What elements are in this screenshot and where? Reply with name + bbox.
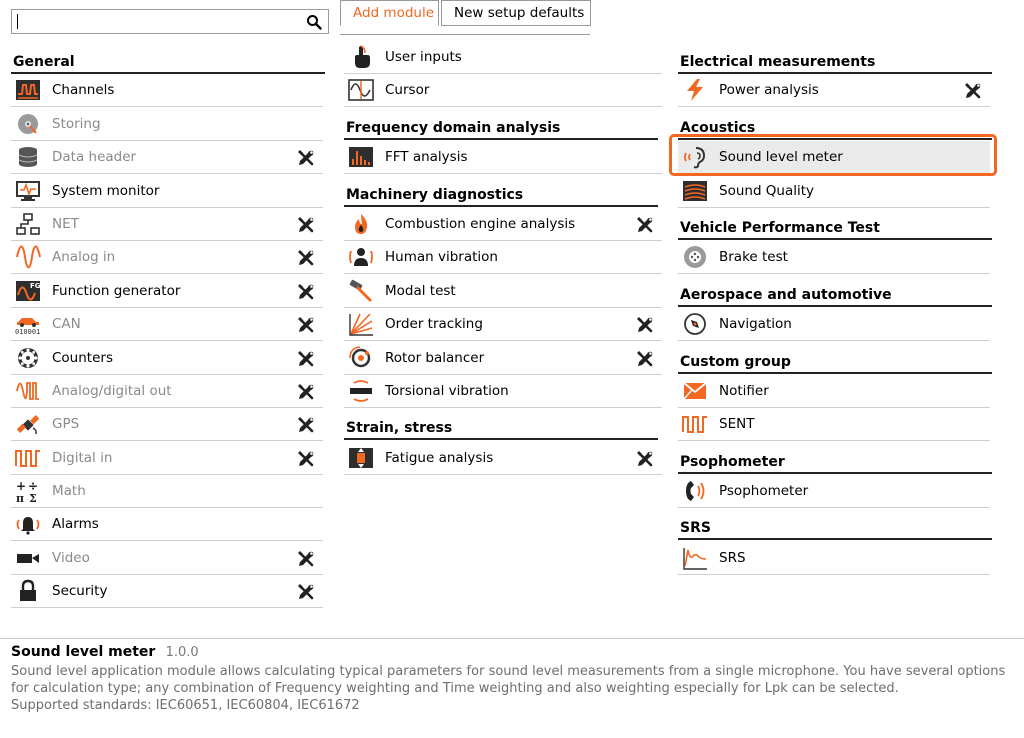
module-item-torsional-vibration[interactable] [344, 375, 662, 408]
module-item-system-monitor[interactable] [11, 175, 323, 208]
module-item-counters[interactable] [11, 342, 323, 375]
search-box[interactable] [11, 9, 329, 34]
cursor-wave-icon [348, 78, 374, 102]
lock-icon [15, 579, 41, 603]
video-camera-icon [15, 546, 41, 570]
module-label: System monitor [52, 183, 160, 199]
sine-wave-icon [15, 245, 41, 269]
group-title-aerospace-and-automotive: Aerospace and automotive [680, 287, 892, 303]
module-item-video[interactable] [11, 542, 323, 575]
group-title-strain-stress: Strain, stress [346, 420, 453, 436]
channels-icon [15, 78, 41, 102]
module-label: Math [52, 483, 86, 499]
module-item-srs[interactable] [678, 542, 990, 575]
module-label: Notifier [719, 383, 769, 399]
module-item-storing[interactable] [11, 108, 323, 141]
search-icon[interactable] [306, 14, 322, 30]
math-icon [15, 479, 41, 503]
module-label: Modal test [385, 283, 456, 299]
module-item-fft-analysis[interactable] [344, 141, 662, 174]
function-generator-icon [15, 279, 41, 303]
svg-text:π: π [16, 492, 25, 503]
module-item-human-vibration[interactable] [344, 241, 662, 274]
module-label: GPS [52, 416, 80, 432]
configure-tools-icon[interactable] [297, 583, 315, 601]
module-item-brake-test[interactable] [678, 241, 990, 274]
fatigue-icon [348, 446, 374, 470]
tab-add-module[interactable]: Add module [340, 0, 439, 26]
tab-new-setup-defaults[interactable]: New setup defaults [441, 0, 591, 26]
module-item-combustion-engine-analysis[interactable] [344, 208, 662, 241]
configure-tools-icon[interactable] [297, 249, 315, 267]
monitor-icon [15, 179, 41, 203]
module-label: Counters [52, 350, 113, 366]
module-label: Analog in [52, 249, 116, 265]
group-title-electrical-measurements: Electrical measurements [680, 54, 876, 70]
module-item-notifier[interactable] [678, 375, 990, 408]
sound-quality-icon [682, 179, 708, 203]
group-title-srs: SRS [680, 520, 711, 536]
group-rule [678, 372, 992, 374]
gear-counter-icon [15, 346, 41, 370]
module-item-net[interactable] [11, 208, 323, 241]
module-label: Analog/digital out [52, 383, 172, 399]
group-title-frequency-domain-analysis: Frequency domain analysis [346, 120, 561, 136]
module-item-sent[interactable] [678, 408, 990, 441]
lightning-icon [682, 78, 708, 102]
module-label: SENT [719, 416, 755, 432]
module-label: Channels [52, 82, 115, 98]
flame-icon [348, 212, 374, 236]
module-item-function-generator[interactable] [11, 275, 323, 308]
person-vibration-icon [348, 245, 374, 269]
group-title-custom-group: Custom group [680, 354, 791, 370]
compass-icon [682, 312, 708, 336]
module-item-can[interactable] [11, 308, 323, 341]
hammer-icon [348, 279, 374, 303]
selection-highlight [669, 134, 997, 176]
module-label: Security [52, 583, 108, 599]
module-item-data-header[interactable] [11, 141, 323, 174]
module-item-modal-test[interactable] [344, 275, 662, 308]
module-label: Navigation [719, 316, 792, 332]
configure-tools-icon[interactable] [297, 283, 315, 301]
configure-tools-icon[interactable] [636, 216, 654, 234]
module-label: Function generator [52, 283, 181, 299]
info-version: 1.0.0 [165, 645, 199, 660]
module-label: Combustion engine analysis [385, 216, 576, 232]
module-item-fatigue-analysis[interactable] [344, 442, 662, 475]
configure-tools-icon[interactable] [636, 350, 654, 368]
module-item-math[interactable] [11, 475, 323, 508]
svg-text:FG: FG [30, 282, 41, 290]
configure-tools-icon[interactable] [297, 149, 315, 167]
module-label: Brake test [719, 249, 788, 265]
module-label: CAN [52, 316, 81, 332]
network-icon [15, 212, 41, 236]
module-item-alarms[interactable] [11, 508, 323, 541]
info-standards: Supported standards: IEC60651, IEC60804, IEC61672 [11, 698, 360, 713]
order-tracking-icon [348, 312, 374, 336]
satellite-icon [15, 412, 41, 436]
brake-icon [682, 245, 708, 269]
info-divider [0, 638, 1024, 639]
module-label: Alarms [52, 516, 99, 532]
module-label: NET [52, 216, 79, 232]
info-description: Sound level application module allows calculating typical parameters for sound level measurements from a single microphone. You have several options for calculation type; any combination of Frequency weighting and Time weighting and also weighting especially for Lpk can be selected. [11, 664, 1006, 696]
module-item-power-analysis[interactable] [678, 74, 990, 107]
module-label: Fatigue analysis [385, 450, 494, 466]
group-title-general: General [13, 54, 75, 70]
group-rule [344, 438, 658, 440]
module-label: Cursor [385, 82, 430, 98]
configure-tools-icon[interactable] [297, 383, 315, 401]
module-label: Video [52, 550, 90, 566]
envelope-icon [682, 379, 708, 403]
module-item-sound-quality[interactable] [678, 175, 990, 208]
configure-tools-icon[interactable] [297, 216, 315, 234]
module-label: Storing [52, 116, 101, 132]
module-item-rotor-balancer[interactable] [344, 342, 662, 375]
fft-icon [348, 145, 374, 169]
module-item-psophometer[interactable] [678, 475, 990, 508]
group-rule [678, 538, 992, 540]
group-rule [344, 205, 658, 207]
svg-text:÷: ÷ [28, 479, 39, 493]
srs-icon [682, 546, 708, 570]
configure-tools-icon[interactable] [964, 82, 982, 100]
module-label: Human vibration [385, 249, 498, 265]
hand-pointer-icon [348, 45, 374, 69]
module-item-channels[interactable] [11, 74, 323, 107]
module-item-cursor[interactable] [344, 74, 662, 107]
module-item-digital-in[interactable] [11, 442, 323, 475]
module-item-order-tracking[interactable] [344, 308, 662, 341]
square-wave-icon [15, 446, 41, 470]
module-label: FFT analysis [385, 149, 468, 165]
module-label: Order tracking [385, 316, 483, 332]
module-label: Sound level meter [719, 149, 843, 165]
configure-tools-icon[interactable] [297, 350, 315, 368]
module-label: Digital in [52, 450, 113, 466]
car-bus-icon [15, 312, 41, 336]
module-label: SRS [719, 550, 746, 566]
group-rule [678, 472, 992, 474]
module-label: Data header [52, 149, 137, 165]
module-item-security[interactable] [11, 575, 323, 608]
configure-tools-icon[interactable] [636, 316, 654, 334]
configure-tools-icon[interactable] [636, 450, 654, 468]
module-label: Rotor balancer [385, 350, 485, 366]
group-title-psophometer: Psophometer [680, 454, 785, 470]
analog-digital-out-icon [15, 379, 41, 403]
torsional-icon [348, 379, 374, 403]
group-rule [344, 138, 658, 140]
group-rule [678, 305, 992, 307]
info-title: Sound level meter [11, 644, 156, 660]
storing-icon [15, 112, 41, 136]
configure-tools-icon[interactable] [297, 316, 315, 334]
svg-text:010001: 010001 [15, 328, 41, 336]
phone-icon [682, 479, 708, 503]
tab-strip-line [340, 34, 590, 35]
database-icon [15, 145, 41, 169]
group-title-vehicle-performance-test: Vehicle Performance Test [680, 220, 880, 236]
rotor-icon [348, 346, 374, 370]
group-title-machinery-diagnostics: Machinery diagnostics [346, 187, 524, 203]
module-label: Power analysis [719, 82, 819, 98]
square-wave-icon [682, 412, 708, 436]
module-label: Sound Quality [719, 183, 815, 199]
alarm-bell-icon [15, 512, 41, 536]
module-info-panel [11, 644, 1011, 714]
module-item-navigation[interactable] [678, 308, 990, 341]
configure-tools-icon[interactable] [297, 416, 315, 434]
configure-tools-icon[interactable] [297, 550, 315, 568]
group-rule [678, 238, 992, 240]
module-label: Torsional vibration [385, 383, 509, 399]
module-label: Psophometer [719, 483, 809, 499]
svg-text:Σ: Σ [29, 492, 37, 503]
module-item-analog-digital-out[interactable] [11, 375, 323, 408]
module-item-gps[interactable] [11, 408, 323, 441]
module-item-analog-in[interactable] [11, 241, 323, 274]
group-title-acoustics: Acoustics [680, 120, 756, 136]
configure-tools-icon[interactable] [297, 450, 315, 468]
module-item-user-inputs[interactable] [344, 41, 662, 74]
search-input[interactable] [16, 13, 296, 30]
module-label: User inputs [385, 49, 462, 65]
svg-text:+: + [16, 479, 27, 493]
